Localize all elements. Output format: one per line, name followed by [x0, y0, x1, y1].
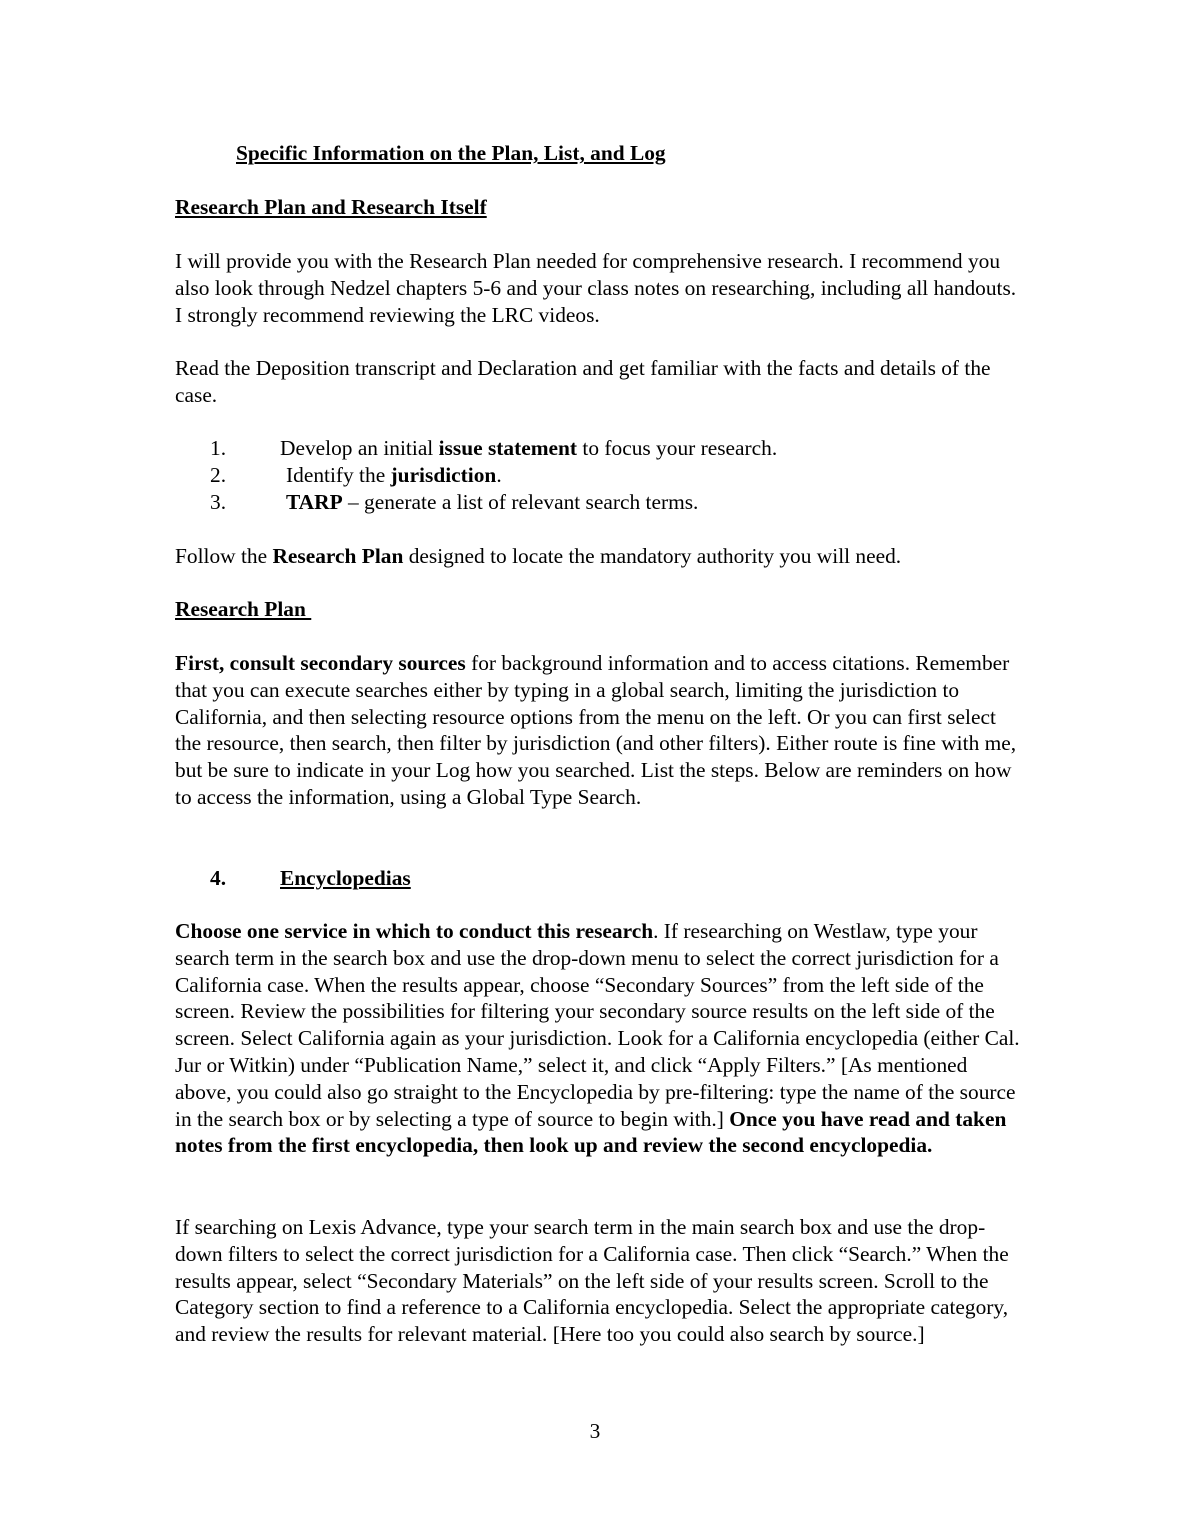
paragraph-bold-text: Once you have read and taken notes from the first encyclopedia, then look up and review the second encyclopedia.: [175, 1106, 1007, 1158]
list-bold-text: issue statement: [438, 436, 578, 460]
intro-paragraph: I will provide you with the Research Plan needed for comprehensive research. I recommend you also look through Nedzel chapters 5-6 and your class notes on researching, including all handouts. I strongly recommend reviewing the LRC videos.: [175, 249, 1017, 327]
list-number: 2.: [210, 463, 227, 487]
list-text: to focus your research.: [577, 436, 778, 460]
paragraph-text: designed to locate the mandatory authority you will need.: [403, 544, 902, 568]
page-number: 3: [589, 1419, 601, 1443]
list-item: [210, 489, 1010, 516]
list-item: [210, 435, 1010, 462]
paragraph-text: . If researching on Westlaw, type your search term in the search box and use the drop-down menu to select the correct jurisdiction for a California case. When the results appear, choose “Secondary Sources” from the left side of the screen. Review the possibilities for filtering your secondary source results on the left side of the screen. Select California again as your jurisdiction. Look for a California encyclopedia (either Cal. Jur or Witkin) under “Publication Name,” select it, and click “Apply Filters.” [As mentioned above, you could also go straight to the Encyclopedia by pre-filtering: type the name of the source in the search box or by selecting a type of source to begin with.]: [175, 919, 1020, 1131]
deposition-paragraph: Read the Deposition transcript and Declaration and get familiar with the facts and details of the case.: [175, 356, 991, 407]
list-bold-text: TARP: [286, 490, 343, 514]
paragraph-bold-text: Choose one service in which to conduct this research: [175, 919, 654, 943]
encyclopedias-heading: [210, 865, 710, 892]
list-number: 4.: [210, 866, 227, 890]
lexis-paragraph: If searching on Lexis Advance, type your search term in the main search box and use the drop-down filters to select the correct jurisdiction for a California case. Then click “Search.” When the results appear, select “Secondary Materials” on the left side of your results screen. Scroll to the Category section to find a reference to a California encyclopedia. Select the appropriate category, and review the results for relevant material. [Here too you could also search by source.]: [175, 1215, 1009, 1347]
list-number: 3.: [210, 490, 227, 514]
list-text: – generate a list of relevant search terms.: [342, 490, 699, 514]
paragraph-bold-text: Research Plan: [272, 544, 404, 568]
section-heading-research-plan-and-research-itself: Research Plan and Research Itself: [175, 195, 487, 219]
page-title: Specific Information on the Plan, List, and Log: [236, 141, 666, 165]
list-item: [210, 462, 1010, 489]
list-text: Develop an initial: [280, 436, 439, 460]
westlaw-paragraph: [175, 918, 1027, 1159]
list-text: Identify the: [286, 463, 391, 487]
follow-plan-paragraph: [175, 543, 1025, 570]
list-text: .: [496, 463, 502, 487]
encyclopedias-heading-text: Encyclopedias: [280, 866, 411, 890]
paragraph-text: for background information and to access citations. Remember that you can execute searches either by typing in a global search, limiting the jurisdiction to California, and then selecting resource options from the menu on the left. Or you can first select the resource, then search, then filter by jurisdiction (and other filters). Either route is fine with me, but be sure to indicate in your Log how you searched. List the steps. Below are reminders on how to access the information, using a Global Type Search.: [175, 651, 1017, 809]
section-heading-research-plan: Research Plan: [175, 597, 312, 621]
secondary-sources-paragraph: [175, 650, 1025, 811]
list-bold-text: jurisdiction: [390, 463, 497, 487]
paragraph-text: Follow the: [175, 544, 273, 568]
paragraph-bold-text: First, consult secondary sources: [175, 651, 466, 675]
list-number: 1.: [210, 436, 227, 460]
